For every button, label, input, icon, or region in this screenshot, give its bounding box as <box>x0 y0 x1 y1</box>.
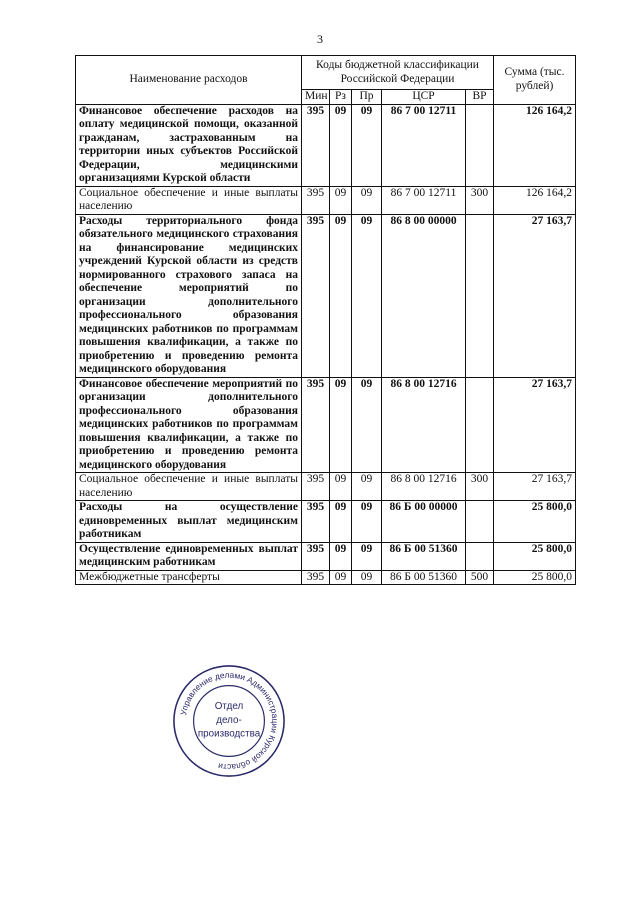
cell-vr <box>466 377 494 473</box>
cell-min: 395 <box>302 570 330 585</box>
cell-csr: 86 8 00 12716 <box>382 473 466 501</box>
cell-name: Финансовое обеспечение расходов на оплату медицинской помощи, оказанной гражданам, застрахованным на территории иных субъектов Российской Федерации, медицинскими организациями Курской области <box>76 104 302 186</box>
cell-sum: 126 164,2 <box>494 186 576 214</box>
cell-vr <box>466 501 494 543</box>
cell-min: 395 <box>302 104 330 186</box>
cell-sum: 25 800,0 <box>494 542 576 570</box>
cell-pr: 09 <box>352 473 382 501</box>
cell-name: Финансовое обеспечение мероприятий по организации дополнительного профессионального образования медицинских работников по программам повышения квалификации, а также по приобретению и проведению ремонта медицинского оборудования <box>76 377 302 473</box>
header-pr: Пр <box>352 90 382 105</box>
table-row <box>76 186 576 214</box>
table-row <box>76 377 576 473</box>
cell-name: Социальное обеспечение и иные выплаты населению <box>76 473 302 501</box>
cell-rz: 09 <box>330 473 352 501</box>
cell-sum: 25 800,0 <box>494 501 576 543</box>
cell-sum: 25 800,0 <box>494 570 576 585</box>
cell-name: Расходы территориального фонда обязательного медицинского страхования на финансирование медицинских учреждений Курской области из средств нормированного страхового запаса на обеспечение мероприятий по организации дополнительного профессионального образования медицинских работников по программам повышения квалификации, а также по приобретению и проведению ремонта медицинского оборудования <box>76 214 302 377</box>
cell-pr: 09 <box>352 570 382 585</box>
cell-vr <box>466 542 494 570</box>
stamp-ring-text: Управление делами Администрации Курской области <box>178 669 281 773</box>
cell-rz: 09 <box>330 214 352 377</box>
cell-csr: 86 Б 00 00000 <box>382 501 466 543</box>
page-number: 3 <box>317 32 323 46</box>
table-row <box>76 501 576 543</box>
cell-vr <box>466 104 494 186</box>
cell-name: Расходы на осуществление единовременных выплат медицинским работникам <box>76 501 302 543</box>
cell-csr: 86 Б 00 51360 <box>382 570 466 585</box>
cell-vr: 500 <box>466 570 494 585</box>
cell-pr: 09 <box>352 104 382 186</box>
cell-rz: 09 <box>330 104 352 186</box>
cell-min: 395 <box>302 542 330 570</box>
cell-csr: 86 8 00 12716 <box>382 377 466 473</box>
cell-vr <box>466 214 494 377</box>
stamp-center-line: производства <box>197 728 261 740</box>
header-codes-group: Коды бюджетной классификации Российской Федерации <box>302 56 494 90</box>
cell-sum: 27 163,7 <box>494 377 576 473</box>
cell-pr: 09 <box>352 186 382 214</box>
cell-sum: 27 163,7 <box>494 473 576 501</box>
cell-sum: 126 164,2 <box>494 104 576 186</box>
cell-pr: 09 <box>352 542 382 570</box>
table-row <box>76 570 576 585</box>
header-name: Наименование расходов <box>76 56 302 105</box>
cell-rz: 09 <box>330 542 352 570</box>
cell-rz: 09 <box>330 501 352 543</box>
cell-min: 395 <box>302 186 330 214</box>
office-stamp <box>170 662 288 780</box>
header-sum: Сумма (тыс. рублей) <box>494 56 576 105</box>
stamp-center-line: дело- <box>216 714 242 726</box>
cell-min: 395 <box>302 501 330 543</box>
budget-table <box>75 55 576 585</box>
cell-csr: 86 7 00 12711 <box>382 186 466 214</box>
cell-name: Социальное обеспечение и иные выплаты населению <box>76 186 302 214</box>
table-body <box>76 104 576 585</box>
cell-csr: 86 7 00 12711 <box>382 104 466 186</box>
header-rz: Рз <box>330 90 352 105</box>
cell-pr: 09 <box>352 214 382 377</box>
cell-pr: 09 <box>352 501 382 543</box>
cell-min: 395 <box>302 473 330 501</box>
stamp-center-line: Отдел <box>214 701 244 713</box>
table-row <box>76 473 576 501</box>
cell-rz: 09 <box>330 570 352 585</box>
cell-vr: 300 <box>466 186 494 214</box>
cell-min: 395 <box>302 214 330 377</box>
table-row <box>76 104 576 186</box>
cell-csr: 86 8 00 00000 <box>382 214 466 377</box>
cell-csr: 86 Б 00 51360 <box>382 542 466 570</box>
cell-sum: 27 163,7 <box>494 214 576 377</box>
cell-name: Осуществление единовременных выплат медицинским работникам <box>76 542 302 570</box>
cell-rz: 09 <box>330 186 352 214</box>
header-csr: ЦСР <box>382 90 466 105</box>
cell-pr: 09 <box>352 377 382 473</box>
table-row <box>76 214 576 377</box>
cell-vr: 300 <box>466 473 494 501</box>
cell-name: Межбюджетные трансферты <box>76 570 302 585</box>
table-row <box>76 542 576 570</box>
cell-min: 395 <box>302 377 330 473</box>
header-vr: ВР <box>466 90 494 105</box>
header-min: Мин <box>302 90 330 105</box>
cell-rz: 09 <box>330 377 352 473</box>
